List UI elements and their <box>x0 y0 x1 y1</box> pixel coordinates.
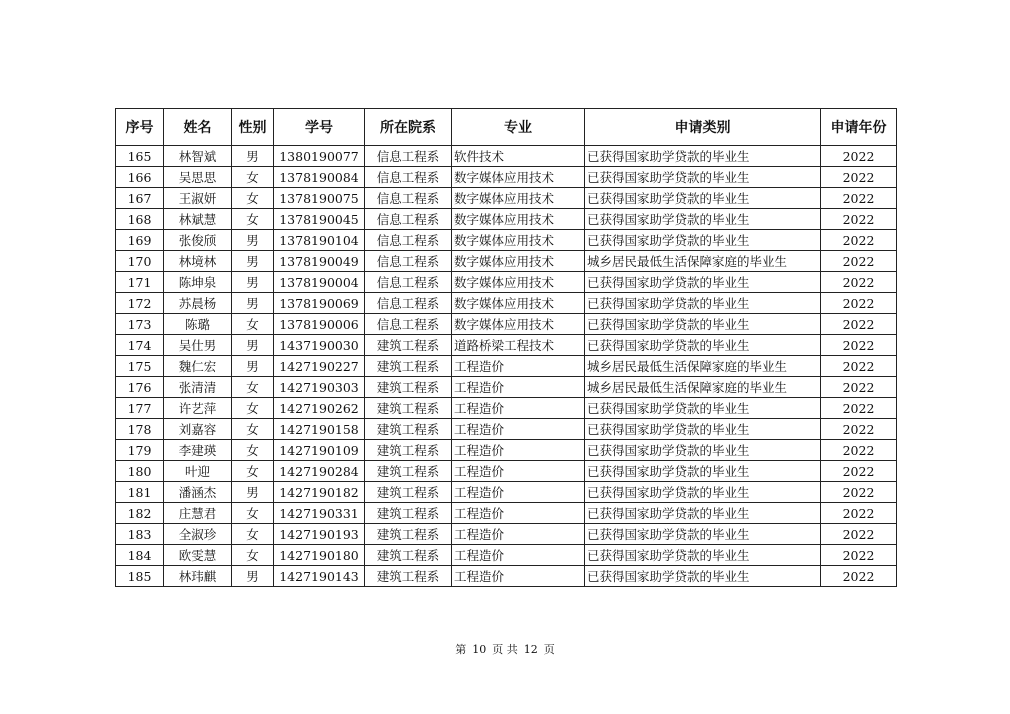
table-header-row <box>116 109 897 146</box>
cell-department: 建筑工程系 <box>365 335 452 356</box>
cell-index: 176 <box>116 377 164 398</box>
cell-name: 魏仁宏 <box>164 356 232 377</box>
cell-application-type: 已获得国家助学贷款的毕业生 <box>585 293 821 314</box>
header-index: 序号 <box>116 109 164 146</box>
cell-student-id: 1378190075 <box>274 188 365 209</box>
table-row <box>116 188 897 209</box>
cell-major: 数字媒体应用技术 <box>452 167 585 188</box>
cell-index: 172 <box>116 293 164 314</box>
cell-application-year: 2022 <box>821 230 897 251</box>
cell-application-year: 2022 <box>821 419 897 440</box>
cell-department: 建筑工程系 <box>365 524 452 545</box>
cell-gender: 男 <box>232 251 274 272</box>
cell-name: 苏晨杨 <box>164 293 232 314</box>
cell-student-id: 1427190158 <box>274 419 365 440</box>
table-row <box>116 146 897 167</box>
cell-application-type: 已获得国家助学贷款的毕业生 <box>585 146 821 167</box>
header-name: 姓名 <box>164 109 232 146</box>
table-row <box>116 377 897 398</box>
cell-department: 建筑工程系 <box>365 566 452 587</box>
cell-student-id: 1427190180 <box>274 545 365 566</box>
cell-name: 张清清 <box>164 377 232 398</box>
cell-index: 169 <box>116 230 164 251</box>
cell-application-year: 2022 <box>821 209 897 230</box>
cell-major: 工程造价 <box>452 398 585 419</box>
cell-index: 167 <box>116 188 164 209</box>
cell-gender: 女 <box>232 209 274 230</box>
cell-application-type: 已获得国家助学贷款的毕业生 <box>585 209 821 230</box>
cell-index: 182 <box>116 503 164 524</box>
table-row <box>116 440 897 461</box>
cell-gender: 女 <box>232 545 274 566</box>
cell-application-type: 已获得国家助学贷款的毕业生 <box>585 335 821 356</box>
cell-department: 信息工程系 <box>365 146 452 167</box>
cell-student-id: 1378190104 <box>274 230 365 251</box>
table-row <box>116 209 897 230</box>
cell-student-id: 1427190227 <box>274 356 365 377</box>
cell-major: 数字媒体应用技术 <box>452 188 585 209</box>
header-application-year: 申请年份 <box>821 109 897 146</box>
cell-major: 数字媒体应用技术 <box>452 314 585 335</box>
cell-student-id: 1427190193 <box>274 524 365 545</box>
cell-gender: 女 <box>232 461 274 482</box>
cell-application-type: 已获得国家助学贷款的毕业生 <box>585 440 821 461</box>
cell-major: 工程造价 <box>452 356 585 377</box>
cell-gender: 男 <box>232 293 274 314</box>
table-body <box>116 146 897 587</box>
table-row <box>116 566 897 587</box>
cell-major: 工程造价 <box>452 482 585 503</box>
cell-department: 信息工程系 <box>365 314 452 335</box>
cell-department: 信息工程系 <box>365 293 452 314</box>
cell-application-type: 城乡居民最低生活保障家庭的毕业生 <box>585 251 821 272</box>
cell-application-year: 2022 <box>821 461 897 482</box>
cell-name: 许艺萍 <box>164 398 232 419</box>
cell-name: 吴仕男 <box>164 335 232 356</box>
cell-major: 数字媒体应用技术 <box>452 272 585 293</box>
cell-student-id: 1380190077 <box>274 146 365 167</box>
header-gender: 性别 <box>232 109 274 146</box>
cell-application-type: 已获得国家助学贷款的毕业生 <box>585 398 821 419</box>
cell-gender: 女 <box>232 377 274 398</box>
cell-department: 建筑工程系 <box>365 356 452 377</box>
cell-department: 信息工程系 <box>365 188 452 209</box>
cell-student-id: 1437190030 <box>274 335 365 356</box>
cell-name: 王淑妍 <box>164 188 232 209</box>
cell-name: 潘涵杰 <box>164 482 232 503</box>
table-row <box>116 251 897 272</box>
cell-major: 数字媒体应用技术 <box>452 209 585 230</box>
cell-major: 数字媒体应用技术 <box>452 251 585 272</box>
footer-middle: 页 共 <box>492 643 518 656</box>
cell-gender: 女 <box>232 398 274 419</box>
cell-application-year: 2022 <box>821 524 897 545</box>
cell-name: 张俊颀 <box>164 230 232 251</box>
cell-gender: 女 <box>232 524 274 545</box>
cell-index: 165 <box>116 146 164 167</box>
cell-gender: 男 <box>232 230 274 251</box>
cell-major: 道路桥梁工程技术 <box>452 335 585 356</box>
cell-application-year: 2022 <box>821 335 897 356</box>
cell-student-id: 1378190069 <box>274 293 365 314</box>
cell-major: 工程造价 <box>452 503 585 524</box>
cell-application-year: 2022 <box>821 440 897 461</box>
cell-application-type: 已获得国家助学贷款的毕业生 <box>585 272 821 293</box>
cell-gender: 男 <box>232 335 274 356</box>
cell-major: 工程造价 <box>452 419 585 440</box>
cell-name: 庄慧君 <box>164 503 232 524</box>
cell-gender: 女 <box>232 419 274 440</box>
cell-gender: 女 <box>232 167 274 188</box>
cell-application-type: 已获得国家助学贷款的毕业生 <box>585 482 821 503</box>
cell-student-id: 1427190303 <box>274 377 365 398</box>
cell-gender: 男 <box>232 566 274 587</box>
cell-application-year: 2022 <box>821 566 897 587</box>
cell-index: 173 <box>116 314 164 335</box>
cell-major: 工程造价 <box>452 566 585 587</box>
cell-application-type: 已获得国家助学贷款的毕业生 <box>585 314 821 335</box>
cell-name: 李建瑛 <box>164 440 232 461</box>
cell-application-year: 2022 <box>821 167 897 188</box>
table-row <box>116 461 897 482</box>
table-row <box>116 335 897 356</box>
cell-gender: 男 <box>232 146 274 167</box>
cell-application-year: 2022 <box>821 398 897 419</box>
table-row <box>116 419 897 440</box>
cell-gender: 男 <box>232 272 274 293</box>
cell-department: 信息工程系 <box>365 167 452 188</box>
cell-name: 欧雯慧 <box>164 545 232 566</box>
cell-index: 185 <box>116 566 164 587</box>
cell-department: 信息工程系 <box>365 209 452 230</box>
cell-name: 刘嘉容 <box>164 419 232 440</box>
cell-major: 工程造价 <box>452 377 585 398</box>
footer-suffix: 页 <box>543 643 555 656</box>
table-row <box>116 545 897 566</box>
cell-major: 工程造价 <box>452 440 585 461</box>
cell-application-type: 已获得国家助学贷款的毕业生 <box>585 167 821 188</box>
table-row <box>116 167 897 188</box>
cell-department: 建筑工程系 <box>365 545 452 566</box>
cell-name: 叶迎 <box>164 461 232 482</box>
cell-major: 数字媒体应用技术 <box>452 293 585 314</box>
cell-application-year: 2022 <box>821 272 897 293</box>
cell-index: 168 <box>116 209 164 230</box>
cell-student-id: 1378190006 <box>274 314 365 335</box>
header-major: 专业 <box>452 109 585 146</box>
cell-application-year: 2022 <box>821 251 897 272</box>
cell-index: 174 <box>116 335 164 356</box>
cell-index: 183 <box>116 524 164 545</box>
cell-gender: 女 <box>232 314 274 335</box>
cell-student-id: 1427190262 <box>274 398 365 419</box>
cell-application-type: 城乡居民最低生活保障家庭的毕业生 <box>585 377 821 398</box>
cell-index: 175 <box>116 356 164 377</box>
cell-index: 171 <box>116 272 164 293</box>
cell-department: 建筑工程系 <box>365 398 452 419</box>
table-row <box>116 230 897 251</box>
cell-student-id: 1378190049 <box>274 251 365 272</box>
table-row <box>116 503 897 524</box>
cell-student-id: 1427190182 <box>274 482 365 503</box>
footer-total-pages: 12 <box>523 643 538 656</box>
cell-application-type: 已获得国家助学贷款的毕业生 <box>585 461 821 482</box>
cell-index: 181 <box>116 482 164 503</box>
cell-index: 179 <box>116 440 164 461</box>
table-row <box>116 524 897 545</box>
cell-gender: 女 <box>232 503 274 524</box>
cell-application-type: 已获得国家助学贷款的毕业生 <box>585 545 821 566</box>
cell-student-id: 1427190331 <box>274 503 365 524</box>
footer-prefix: 第 <box>455 643 467 656</box>
cell-department: 信息工程系 <box>365 251 452 272</box>
cell-gender: 女 <box>232 440 274 461</box>
cell-index: 170 <box>116 251 164 272</box>
table-row <box>116 293 897 314</box>
cell-name: 吴思思 <box>164 167 232 188</box>
cell-application-year: 2022 <box>821 314 897 335</box>
cell-application-type: 已获得国家助学贷款的毕业生 <box>585 524 821 545</box>
cell-department: 信息工程系 <box>365 272 452 293</box>
cell-student-id: 1427190284 <box>274 461 365 482</box>
cell-student-id: 1378190045 <box>274 209 365 230</box>
header-application-type: 申请类别 <box>585 109 821 146</box>
cell-major: 工程造价 <box>452 461 585 482</box>
cell-application-type: 已获得国家助学贷款的毕业生 <box>585 566 821 587</box>
cell-application-type: 已获得国家助学贷款的毕业生 <box>585 188 821 209</box>
page-footer <box>0 641 1010 657</box>
cell-application-year: 2022 <box>821 377 897 398</box>
cell-department: 建筑工程系 <box>365 419 452 440</box>
cell-student-id: 1378190084 <box>274 167 365 188</box>
cell-major: 工程造价 <box>452 524 585 545</box>
cell-gender: 男 <box>232 356 274 377</box>
cell-student-id: 1427190109 <box>274 440 365 461</box>
cell-name: 陈坤泉 <box>164 272 232 293</box>
cell-application-year: 2022 <box>821 503 897 524</box>
cell-department: 建筑工程系 <box>365 503 452 524</box>
cell-major: 工程造价 <box>452 545 585 566</box>
cell-application-type: 已获得国家助学贷款的毕业生 <box>585 419 821 440</box>
cell-application-type: 已获得国家助学贷款的毕业生 <box>585 503 821 524</box>
cell-index: 177 <box>116 398 164 419</box>
cell-application-type: 已获得国家助学贷款的毕业生 <box>585 230 821 251</box>
table-row <box>116 398 897 419</box>
cell-student-id: 1378190004 <box>274 272 365 293</box>
cell-index: 180 <box>116 461 164 482</box>
cell-application-year: 2022 <box>821 146 897 167</box>
footer-current-page: 10 <box>472 643 487 656</box>
cell-name: 林玮麒 <box>164 566 232 587</box>
cell-name: 林斌慧 <box>164 209 232 230</box>
cell-application-year: 2022 <box>821 482 897 503</box>
cell-application-year: 2022 <box>821 545 897 566</box>
cell-major: 数字媒体应用技术 <box>452 230 585 251</box>
cell-application-year: 2022 <box>821 356 897 377</box>
cell-application-type: 城乡居民最低生活保障家庭的毕业生 <box>585 356 821 377</box>
header-department: 所在院系 <box>365 109 452 146</box>
cell-name: 林境林 <box>164 251 232 272</box>
cell-student-id: 1427190143 <box>274 566 365 587</box>
student-table <box>115 108 897 587</box>
cell-major: 软件技术 <box>452 146 585 167</box>
cell-department: 建筑工程系 <box>365 461 452 482</box>
table-row <box>116 482 897 503</box>
table-row <box>116 314 897 335</box>
table-row <box>116 272 897 293</box>
cell-gender: 女 <box>232 188 274 209</box>
cell-name: 全淑珍 <box>164 524 232 545</box>
cell-gender: 男 <box>232 482 274 503</box>
header-student-id: 学号 <box>274 109 365 146</box>
cell-name: 陈璐 <box>164 314 232 335</box>
cell-index: 184 <box>116 545 164 566</box>
cell-index: 178 <box>116 419 164 440</box>
cell-department: 信息工程系 <box>365 230 452 251</box>
cell-name: 林智斌 <box>164 146 232 167</box>
cell-application-year: 2022 <box>821 188 897 209</box>
cell-department: 建筑工程系 <box>365 377 452 398</box>
cell-department: 建筑工程系 <box>365 482 452 503</box>
cell-index: 166 <box>116 167 164 188</box>
cell-application-year: 2022 <box>821 293 897 314</box>
table-row <box>116 356 897 377</box>
cell-department: 建筑工程系 <box>365 440 452 461</box>
